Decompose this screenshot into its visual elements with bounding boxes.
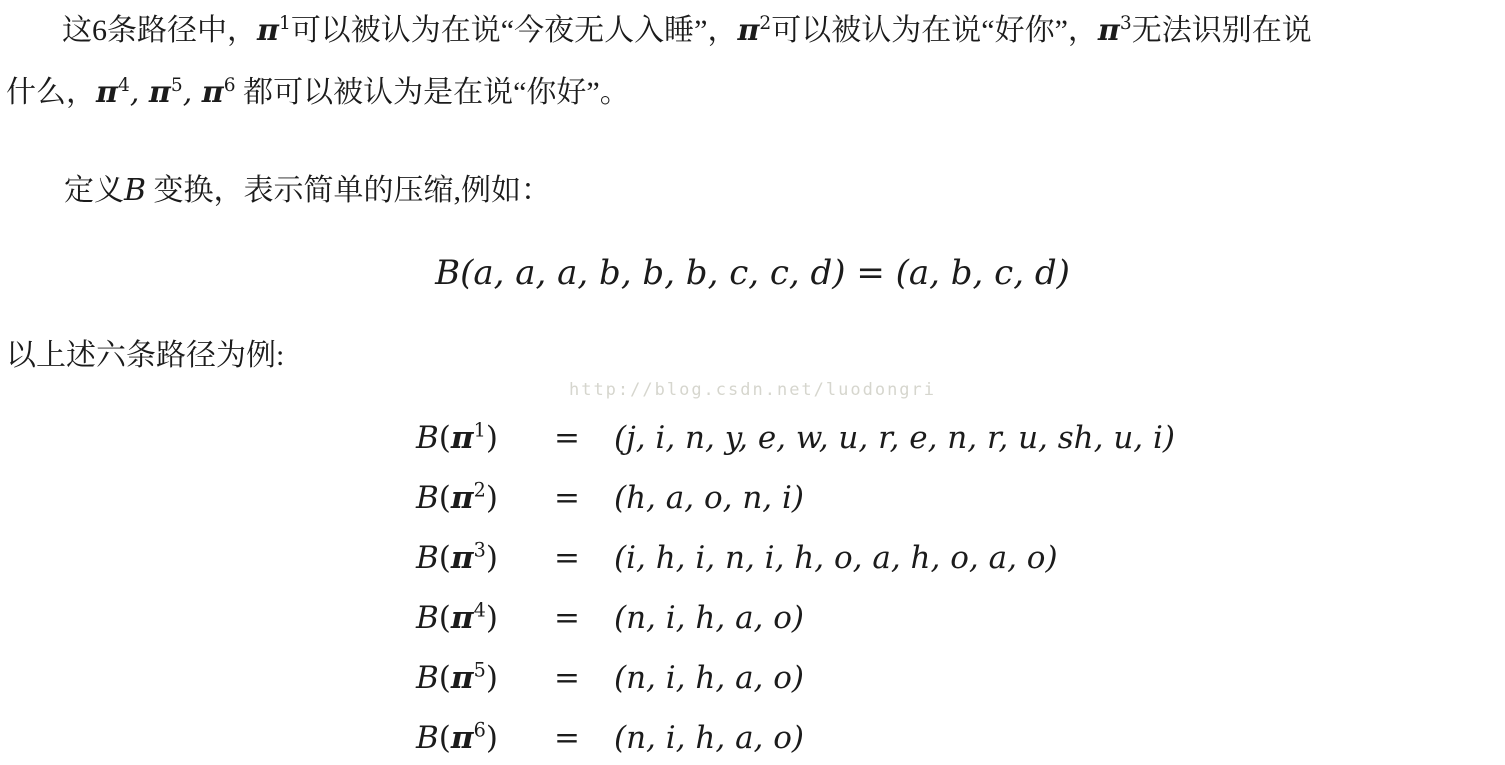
close-paren: ) xyxy=(485,480,498,516)
open-paren: ( xyxy=(438,720,451,756)
equation-row xyxy=(416,528,1175,588)
equation-rhs: (j, i, n, y, e, w, u, r, e, n, r, u, sh, u, i) xyxy=(614,420,1176,456)
equals-sign: = xyxy=(554,480,580,516)
pi-superscript: 4 xyxy=(473,598,486,622)
b-transform-example-equation xyxy=(0,252,1505,296)
equation-row xyxy=(416,708,1175,765)
open-paren: ( xyxy=(438,600,451,636)
pi-symbol: π xyxy=(450,480,474,516)
text-segment-pi: π xyxy=(201,75,224,110)
equation-lhs xyxy=(416,600,520,636)
pi-symbol: π xyxy=(450,420,474,456)
paragraph1-line2 xyxy=(6,74,630,112)
b-transform-function: B xyxy=(416,540,439,576)
text-segment-cjk: 变换，表示简单的压缩,例如： xyxy=(146,174,552,207)
open-paren: ( xyxy=(438,480,451,516)
equation-rhs: (n, i, h, a, o) xyxy=(614,720,805,756)
open-paren: ( xyxy=(438,660,451,696)
pi-superscript: 3 xyxy=(473,538,486,562)
text-segment-math: B(a, a, a, b, b, b, c, c, d) = (a, b, c, d) xyxy=(435,253,1070,293)
text-segment-cjk: 定义 xyxy=(64,174,124,207)
text-segment-math: B xyxy=(124,173,147,208)
pi-superscript: 5 xyxy=(473,658,486,682)
equation-rhs: (i, h, i, n, i, h, o, a, h, o, a, o) xyxy=(614,540,1058,576)
close-paren: ) xyxy=(485,420,498,456)
close-paren: ) xyxy=(485,540,498,576)
text-segment-sup: 1 xyxy=(278,13,291,34)
text-segment-math: , xyxy=(129,75,149,110)
text-segment-sup: 3 xyxy=(1119,13,1132,34)
text-segment-cjk: 无法识别在说 xyxy=(1131,14,1312,47)
close-paren: ) xyxy=(485,720,498,756)
watermark-url: http://blog.csdn.net/luodongri xyxy=(568,380,937,400)
equals-sign: = xyxy=(554,720,580,756)
pi-symbol: π xyxy=(450,540,474,576)
equals-sign: = xyxy=(554,660,580,696)
paragraph1-line1 xyxy=(62,12,1312,50)
equation-row xyxy=(416,468,1175,528)
text-segment-cjk: 可以被认为在说“今夜无人入睡”， xyxy=(290,14,738,47)
b-transform-function: B xyxy=(416,600,439,636)
pi-symbol: π xyxy=(450,660,474,696)
equation-rhs: (n, i, h, a, o) xyxy=(614,660,805,696)
text-segment-pi: π xyxy=(257,13,279,48)
pi-superscript: 1 xyxy=(473,418,486,442)
pi-superscript: 6 xyxy=(473,718,486,742)
text-segment-sup: 6 xyxy=(223,75,236,96)
close-paren: ) xyxy=(485,660,498,696)
text-segment-pi: π xyxy=(148,75,171,110)
paragraph2-definition xyxy=(64,172,551,210)
b-transform-function: B xyxy=(416,720,439,756)
open-paren: ( xyxy=(438,420,451,456)
equation-lhs xyxy=(416,660,520,696)
pi-symbol: π xyxy=(450,600,474,636)
text-segment-cjk: 可以被认为在说“好你”， xyxy=(771,14,1098,47)
equation-lhs xyxy=(416,720,520,756)
text-segment-sup: 2 xyxy=(759,13,772,34)
equation-rhs: (h, a, o, n, i) xyxy=(614,480,805,516)
equals-sign: = xyxy=(554,600,580,636)
equation-row xyxy=(416,648,1175,708)
equals-sign: = xyxy=(554,540,580,576)
text-segment-pi: π xyxy=(1097,13,1120,48)
text-segment-pi: π xyxy=(737,13,760,48)
text-segment-sup: 5 xyxy=(170,75,183,96)
text-segment-sup: 4 xyxy=(117,75,130,96)
equation-rhs: (n, i, h, a, o) xyxy=(614,600,805,636)
equation-list xyxy=(416,408,1175,765)
open-paren: ( xyxy=(438,540,451,576)
b-transform-function: B xyxy=(416,420,439,456)
pi-symbol: π xyxy=(450,720,474,756)
equation-row xyxy=(416,408,1175,468)
b-transform-function: B xyxy=(416,660,439,696)
b-transform-function: B xyxy=(416,480,439,516)
equals-sign: = xyxy=(554,420,580,456)
equation-lhs xyxy=(416,480,520,516)
text-segment-cjk: 这6条路径中， xyxy=(62,14,257,47)
text-segment-pi: π xyxy=(96,75,118,110)
equation-lhs xyxy=(416,540,520,576)
text-segment-cjk: 什么， xyxy=(6,76,96,109)
text-segment-math: , xyxy=(182,75,202,110)
equation-lhs xyxy=(416,420,520,456)
text-segment-cjk: 都可以被认为是在说“你好”。 xyxy=(235,76,630,109)
list-intro-text: 以上述六条路径为例: xyxy=(6,339,285,372)
pi-superscript: 2 xyxy=(473,478,486,502)
equation-row xyxy=(416,588,1175,648)
close-paren: ) xyxy=(485,600,498,636)
